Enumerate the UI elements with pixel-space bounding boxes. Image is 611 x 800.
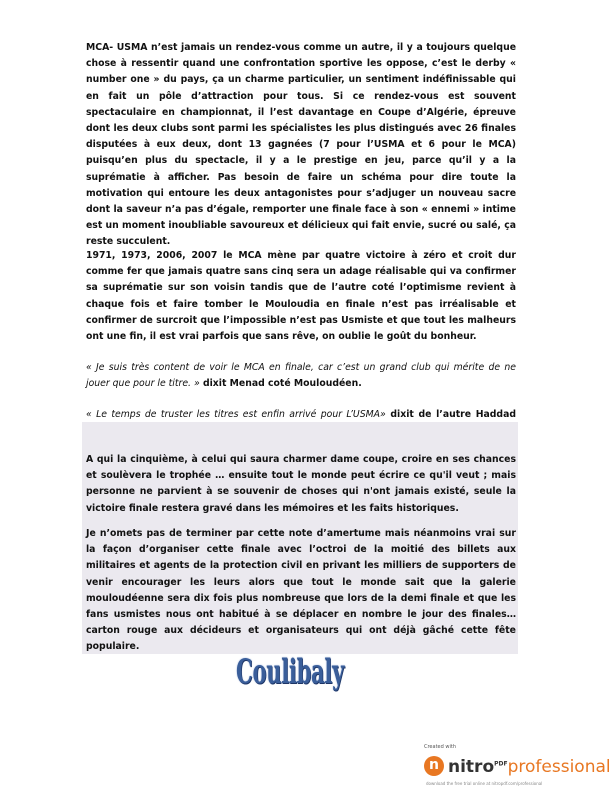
nitro-edition: professional	[507, 757, 611, 777]
nitro-footer: download the free trial online at nitropdf.com/professional	[426, 781, 543, 786]
nitro-brand	[448, 757, 611, 777]
created-with-label: Created with	[424, 744, 456, 750]
nitro-logo-icon: n	[424, 756, 444, 776]
quote-haddad-text: « Le temps de truster les titres est enfin arrivé pour L’USMA»	[86, 409, 386, 420]
nitro-watermark	[418, 744, 611, 794]
closing-paragraph: Je n’omets pas de terminer par cette note d’amertume mais néanmoins vrai sur la façon d’organiser cette finale avec l’octroi de la moitié des billets aux militaires et agents de la protection civil en privant les milliers de supporters de venir encourager les leurs alors que tout le monde sait que la galerie mouloudéenne sera dix fois plus nombreuse que lors de la demi finale et que les fans usmistes nous ont habitué à se déplacer en nombre le jour des finales…carton rouge aux décideurs et organisateurs qui ont déjà gâché cette fête populaire.	[86, 528, 516, 653]
quote-menad	[86, 360, 516, 392]
quote-menad-text: « Je suis très content de voir le MCA en finale, car c’est un grand club qui mérite de ne jouer que pour le titre. »	[86, 362, 516, 390]
history-paragraph: 1971, 1973, 2006, 2007 le MCA mène par quatre victoire à zéro et croit dur comme fer que jamais quatre sans cinq sera un adage réalisable qui va confirmer sa suprématie sur son voisin tandis que de l’autre coté l’optimisme revient à chaque fois et faire tomber le Mouloudia en finale n’est pas irréalisable et confirmer de surcroit que l’impossible n’est pas Usmiste et que tout les malheurs ont une fin, il est vrai parfois que sans rêve, on oublie le goût du bonheur.	[86, 250, 516, 343]
quote-menad-attribution: dixit Menad coté Mouloudéen.	[199, 378, 362, 390]
author-signature: Coulibaly	[236, 652, 345, 692]
nitro-pdf-mark: PDF	[494, 760, 508, 768]
nitro-brand-name: nitro	[448, 757, 495, 777]
quote-haddad-attribution: dixit de l’autre Haddad	[390, 409, 516, 420]
cinquieme-paragraph: A qui la cinquième, à celui qui saura charmer dame coupe, croire en ses chances et soulèvera le trophée … ensuite tout le monde peut écrire ce qu'il veut ; mais personne ne parvient à se souvenir de choses qui n'ont jamais existé, seule la victoire finale restera gravé dans les mémoires et les faits historiques.	[86, 454, 516, 514]
intro-paragraph: MCA- USMA n’est jamais un rendez-vous comme un autre, il y a toujours quelque chose à ressentir quand une confrontation sportive les oppose, c’est le derby « number one » du pays, ça un charme particulier, un sentiment indéfinissable qui en fait un pôle d’attraction pour tous. Si ce rendez-vous est souvent spectaculaire en championnat, il l’est davantage en Coupe d’Algérie, épreuve dont les deux clubs sont parmi les spécialistes les plus distingués avec 26 finales disputées à eux deux, dont 13 gagnées (7 pour l’USMA et 6 pour le MCA) puisqu’en plus du spectacle, il y a le prestige en jeu, parce qu’il y a la suprématie à afficher. Pas besoin de faire un schéma pour dire toute la motivation qui entoure les deux antagonistes pour s’adjuger un nouveau sacre dont la saveur n’a pas d’égale, remporter une finale face à son « ennemi » intime est un moment inoubliable savoureux et délicieux qui fait envie, sucré ou salé, ça reste succulent.	[86, 42, 516, 248]
